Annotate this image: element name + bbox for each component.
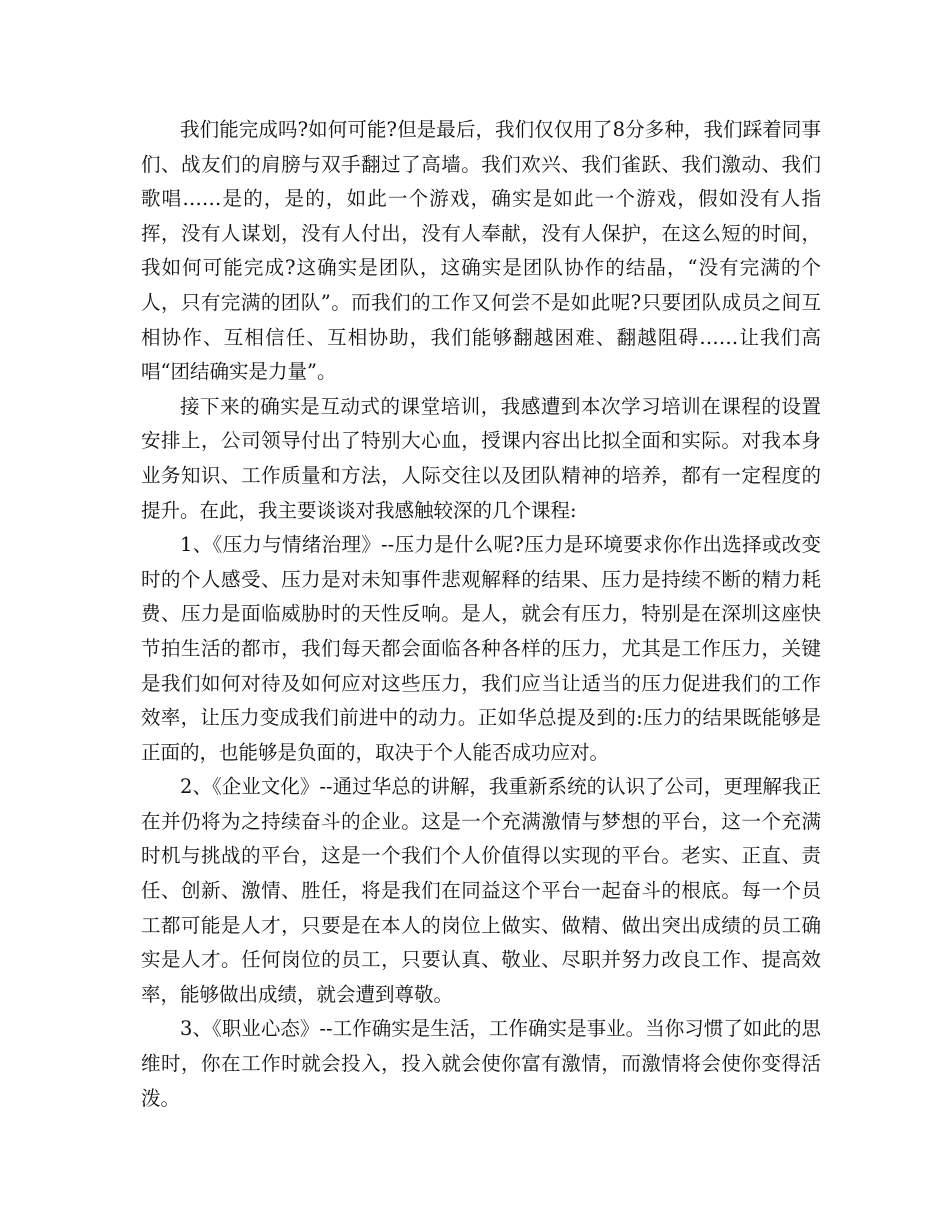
paragraph-professional-mindset: 3、《职业心态》--工作确实是生活，工作确实是事业。当你习惯了如此的思维时，你在工作时就会投入，投入就会使你富有激情，而激情将会使你变得活泼。 [141, 1017, 821, 1110]
paragraph-corporate-culture: 2、《企业文化》--通过华总的讲解，我重新系统的认识了公司，更理解我正在并仍将为之持续奋斗的企业。这是一个充满激情与梦想的平台，这一个充满时机与挑战的平台，这是一个我们个人价值得以实现的平台。老实、正直、责任、创新、激情、胜任，将是我们在同益这个平台一起奋斗的根底。每一个员工都可能是人才，只要是在本人的岗位上做实、做精、做出突出成绩的员工确实是人才。任何岗位的员工，只要认真、敬业、尽职并努力改良工作、提高效率，能够做出成绩，就会遭到尊敬。 [141, 775, 821, 1006]
paragraph-classroom-training: 接下来的确实是互动式的课堂培训，我感遭到本次学习培训在课程的设置安排上，公司领导付出了特别大心血，授课内容出比拟全面和实际。对我本身业务知识、工作质量和方法，人际交往以及团队精神的培养，都有一定程度的提升。在此，我主要谈谈对我感触较深的几个课程: [141, 394, 821, 522]
document-body [141, 113, 821, 1116]
paragraph-team-game: 我们能完成吗?如何可能?但是最后，我们仅仅用了8分多种，我们踩着同事们、战友们的肩膀与双手翻过了高墙。我们欢兴、我们雀跃、我们激动、我们歌唱……是的，是的，如此一个游戏，确实是如此一个游戏，假如没有人指挥，没有人谋划，没有人付出，没有人奉献，没有人保护，在这么短的时间，我如何可能完成?这确实是团队，这确实是团队协作的结晶，“没有完满的个人，只有完满的团队”。而我们的工作又何尝不是如此呢?只要团队成员之间互相协作、互相信任、互相协助，我们能够翻越困难、翻越阻碍……让我们高唱“团结确实是力量”。 [141, 118, 821, 384]
paragraph-stress-management: 1、《压力与情绪治理》--压力是什么呢?压力是环境要求你作出选择或改变时的个人感受、压力是对未知事件悲观解释的结果、压力是持续不断的精力耗费、压力是面临威胁时的天性反响。是人，就会有压力，特别是在深圳这座快节拍生活的都市，我们每天都会面临各种各样的压力，尤其是工作压力，关键是我们如何对待及如何应对这些压力，我们应当让适当的压力促进我们的工作效率，让压力变成我们前进中的动力。正如华总提及到的:压力的结果既能够是正面的，也能够是负面的，取决于个人能否成功应对。 [141, 533, 821, 764]
